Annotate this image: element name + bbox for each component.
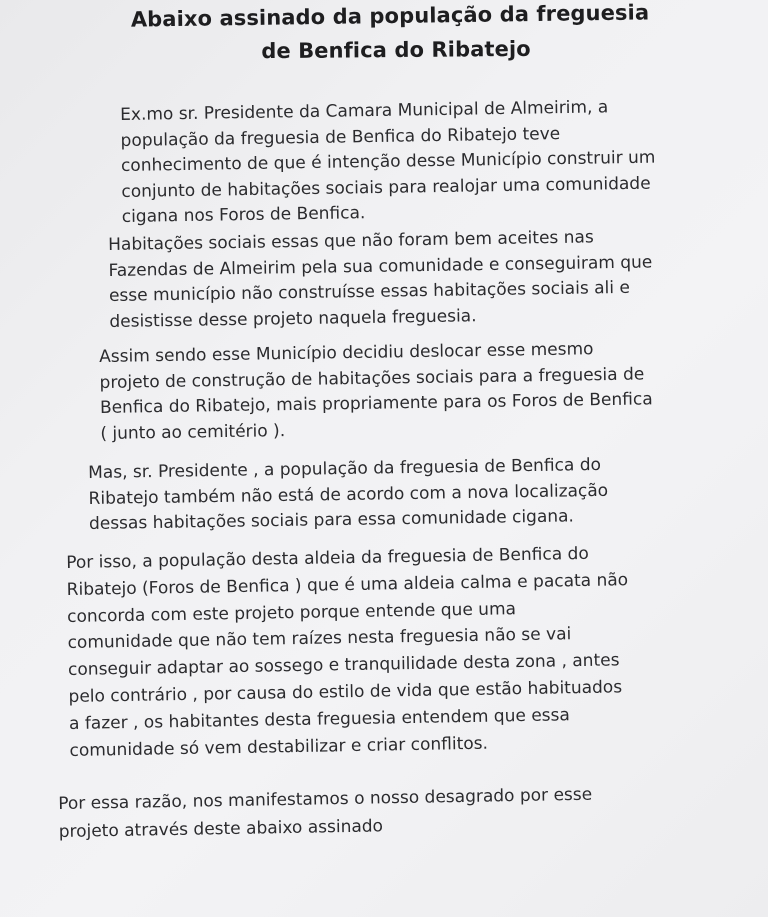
paragraph-4 (88, 453, 609, 538)
paragraph-line: Habitações sociais essas que não foram bem aceites nas (108, 227, 594, 255)
paragraph-line: desistisse desse projeto naquela freguesia. (109, 305, 477, 332)
paragraph-line: a fazer , os habitantes desta freguesia entendem que essa (68, 705, 571, 734)
paragraph-line: população da freguesia de Benfica do Ribatejo teve (120, 123, 561, 151)
paragraph-line: ( junto ao cemitério ). (100, 420, 286, 444)
paragraph-line: cigana nos Foros de Benfica. (121, 203, 366, 227)
paragraph-line: Benfica do Ribatejo, mais propriamente para os Foros de Benfica (99, 389, 653, 418)
paragraph-line: pelo contrário , por causa do estilo de vida que estão habituados (68, 677, 623, 707)
paragraph-line: Ribatejo também não está de acordo com a nova localização (88, 480, 609, 509)
paragraph-line: comunidade que não tem raízes nesta freguesia não se vai (67, 624, 572, 654)
paragraph-line: comunidade só vem destabilizar e criar conflitos. (69, 733, 489, 761)
paragraph-5 (66, 540, 631, 764)
paragraph-line: Ribatejo (Foros de Benfica ) que é uma aldeia calma e pacata não (66, 569, 629, 600)
paragraph-2 (108, 224, 653, 335)
document-title-line-1: Abaixo assinado da população da freguesia (130, 0, 650, 32)
paragraph-6 (58, 781, 593, 846)
paragraph-line: dessas habitações sociais para essa comunidade cigana. (88, 506, 575, 534)
paragraph-line: Por essa razão, nos manifestamos o nosso desagrado por esse (58, 784, 593, 814)
paragraph-line: conjunto de habitações sociais para realojar uma comunidade (121, 173, 651, 202)
paragraph-1 (120, 95, 656, 231)
paragraph-line: projeto através deste abaixo assinado (58, 816, 384, 842)
paragraph-line: Por isso, a população desta aldeia da freguesia de Benfica do (66, 543, 589, 573)
paragraph-line: Fazendas de Almeirim pela sua comunidade e conseguiram que (108, 251, 653, 281)
paragraph-line: conseguir adaptar ao sossego e tranquilidade desta zona , antes (67, 650, 620, 681)
paragraph-line: esse município não construísse essas habitações sociais ali e (108, 277, 631, 306)
paragraph-line: concorda com este projeto porque entende que uma (66, 598, 517, 627)
paragraph-3 (99, 336, 653, 447)
paragraph-line: conhecimento de que é intenção desse Município construir um (120, 147, 656, 176)
paragraph-line: Ex.mo sr. Presidente da Camara Municipal de Almeirim, a (120, 97, 609, 125)
paragraph-line: Assim sendo esse Município decidiu deslocar esse mesmo (99, 339, 594, 367)
paragraph-line: Mas, sr. Presidente , a população da freguesia de Benfica do (88, 454, 602, 483)
document-title-line-2: de Benfica do Ribatejo (261, 36, 531, 64)
paragraph-line: projeto de construção de habitações sociais para a freguesia de (99, 363, 645, 393)
